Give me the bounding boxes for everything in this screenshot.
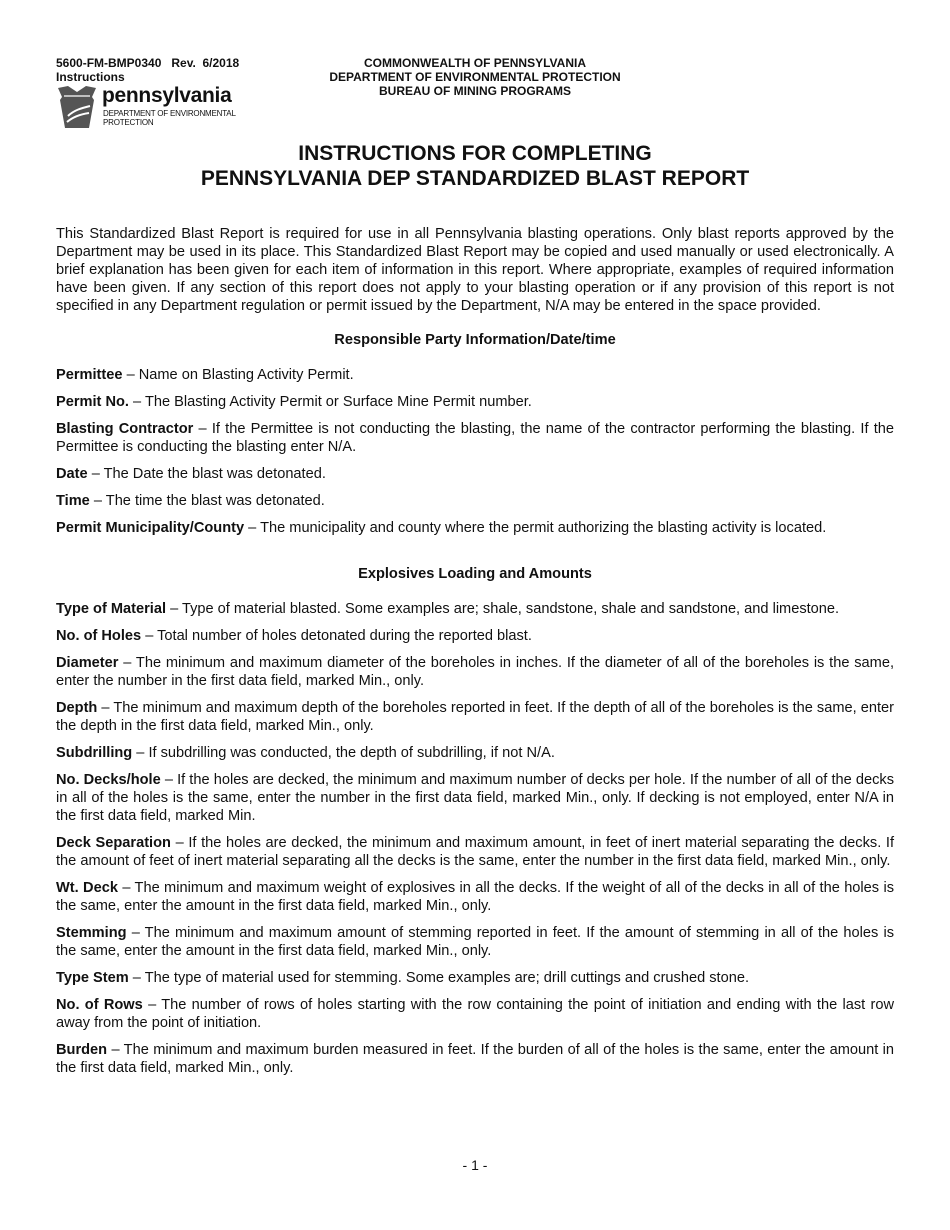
definition-item bbox=[56, 492, 894, 510]
definition-item bbox=[56, 879, 894, 915]
definition-term: Depth bbox=[56, 700, 98, 716]
definition-item bbox=[56, 744, 894, 762]
definition-term: Time bbox=[56, 493, 90, 509]
logo-wordmark: pennsylvania bbox=[102, 84, 232, 107]
definition-term: Permit No. bbox=[56, 394, 129, 410]
definition-term: Type of Material bbox=[56, 601, 167, 617]
definition-item bbox=[56, 699, 894, 735]
definition-term: Burden bbox=[56, 1042, 108, 1058]
form-number: 5600-FM-BMP0340 Rev. 6/2018 bbox=[56, 56, 240, 70]
definition-text: – The minimum and maximum depth of the boreholes reported in feet. If the depth of all of the boreholes is the same, enter the depth in the first data field, marked Min., only. bbox=[56, 700, 894, 734]
definition-term: No. of Holes bbox=[56, 628, 142, 644]
definition-text: – Name on Blasting Activity Permit. bbox=[122, 367, 354, 383]
definition-item bbox=[56, 996, 894, 1032]
definition-text: – If the holes are decked, the minimum and maximum amount, in feet of inert material separating the decks. If the amount of feet of inert material separating all the decks is the same, enter the number in the first data field, marked Min., only. bbox=[56, 835, 894, 869]
definition-term: Wt. Deck bbox=[56, 880, 118, 896]
definition-item bbox=[56, 420, 894, 456]
definition-text: – The municipality and county where the permit authorizing the blasting activity is located. bbox=[244, 520, 827, 536]
definition-item bbox=[56, 834, 894, 870]
form-identifier bbox=[56, 56, 239, 84]
agency-header bbox=[300, 56, 650, 98]
definition-term: No. of Rows bbox=[56, 997, 143, 1013]
definition-item bbox=[56, 366, 894, 384]
form-type: Instructions bbox=[56, 70, 125, 84]
definition-item bbox=[56, 969, 894, 987]
definition-term: Permittee bbox=[56, 367, 123, 383]
definition-term: Subdrilling bbox=[56, 745, 133, 761]
definition-text: – Total number of holes detonated during the reported blast. bbox=[141, 628, 532, 644]
definition-item bbox=[56, 519, 894, 537]
definition-item bbox=[56, 924, 894, 960]
definition-term: Blasting Contractor bbox=[56, 421, 194, 437]
definition-text: – If the Permittee is not conducting the blasting, the name of the contractor performing the blasting. If the Permittee is conducting the blasting enter N/A. bbox=[56, 421, 894, 455]
definition-text: – The time the blast was detonated. bbox=[89, 493, 325, 509]
agency-line-3: BUREAU OF MINING PROGRAMS bbox=[379, 84, 571, 98]
definition-item bbox=[56, 393, 894, 411]
definition-text: – Type of material blasted. Some examples are; shale, sandstone, shale and sandstone, and limestone. bbox=[166, 601, 840, 617]
section-heading-responsible-party: Responsible Party Information/Date/time bbox=[334, 332, 616, 348]
definition-term: Stemming bbox=[56, 925, 127, 941]
definition-text: – The minimum and maximum weight of explosives in all the decks. If the weight of all of the decks in all of the holes is the same, enter the amount in the first data field, marked Min., only. bbox=[56, 880, 894, 914]
definition-text: – The Date the blast was detonated. bbox=[87, 466, 326, 482]
definition-text: – The minimum and maximum diameter of the boreholes in inches. If the diameter of all of the boreholes is the same, enter the number in the first data field, marked Min., only. bbox=[56, 655, 894, 689]
definition-item bbox=[56, 771, 894, 825]
intro-paragraph: This Standardized Blast Report is required for use in all Pennsylvania blasting operations. Only blast reports approved by the Department may be used in its place. This Standardized Blast Report may be copied and used manually or used electronically. A brief explanation has been given for each item of information in this report. Where appropriate, examples of required information have been given. If any section of this report does not apply to your blasting operation or if any provision of this report is not specified in any Department regulation or permit issued by the Department, N/A may be entered in the space provided. bbox=[56, 226, 894, 314]
definition-text: – The number of rows of holes starting with the row containing the point of initiation and ending with the last row away from the point of initiation. bbox=[56, 997, 894, 1031]
definition-item bbox=[56, 627, 894, 645]
definition-text: – If the holes are decked, the minimum and maximum number of decks per hole. If the number of all of the decks in all of the holes is the same, enter the number in the first data field, marked Min., only. If decking is not employed, enter N/A in the first data field, marked Min. bbox=[56, 772, 894, 824]
definition-term: No. Decks/hole bbox=[56, 772, 161, 788]
definition-item bbox=[56, 465, 894, 483]
title-line-1: INSTRUCTIONS FOR COMPLETING bbox=[298, 142, 652, 165]
keystone-icon bbox=[56, 86, 98, 130]
definition-term: Deck Separation bbox=[56, 835, 171, 851]
section-heading-explosives: Explosives Loading and Amounts bbox=[358, 566, 592, 582]
definition-text: – The minimum and maximum amount of stemming reported in feet. If the amount of stemming in all of the holes is the same, enter the amount in the first data field, marked Min., only. bbox=[56, 925, 894, 959]
pa-dep-logo bbox=[56, 86, 256, 130]
agency-line-2: DEPARTMENT OF ENVIRONMENTAL PROTECTION bbox=[329, 70, 621, 84]
page-number: - 1 - bbox=[462, 1157, 488, 1173]
definition-item bbox=[56, 654, 894, 690]
definition-text: – The minimum and maximum burden measured in feet. If the burden of all of the holes is the same, enter the amount in the first data field, marked Min., only. bbox=[56, 1042, 894, 1076]
definition-item bbox=[56, 600, 894, 618]
definition-term: Date bbox=[56, 466, 88, 482]
logo-department: DEPARTMENT OF ENVIRONMENTAL PROTECTION bbox=[103, 109, 236, 127]
definition-text: – If subdrilling was conducted, the depth of subdrilling, if not N/A. bbox=[132, 745, 555, 761]
explosives-items bbox=[56, 600, 894, 1077]
definition-term: Diameter bbox=[56, 655, 119, 671]
document-title bbox=[56, 141, 894, 191]
definition-text: – The type of material used for stemming. Some examples are; drill cuttings and crushed stone. bbox=[128, 970, 750, 986]
agency-line-1: COMMONWEALTH OF PENNSYLVANIA bbox=[364, 56, 586, 70]
document-body bbox=[56, 225, 894, 1086]
definition-text: – The Blasting Activity Permit or Surface Mine Permit number. bbox=[128, 394, 532, 410]
title-line-2: PENNSYLVANIA DEP STANDARDIZED BLAST REPORT bbox=[200, 167, 750, 190]
definition-item bbox=[56, 1041, 894, 1077]
definition-term: Type Stem bbox=[56, 970, 129, 986]
responsible-party-items bbox=[56, 366, 894, 537]
definition-term: Permit Municipality/County bbox=[56, 520, 245, 536]
